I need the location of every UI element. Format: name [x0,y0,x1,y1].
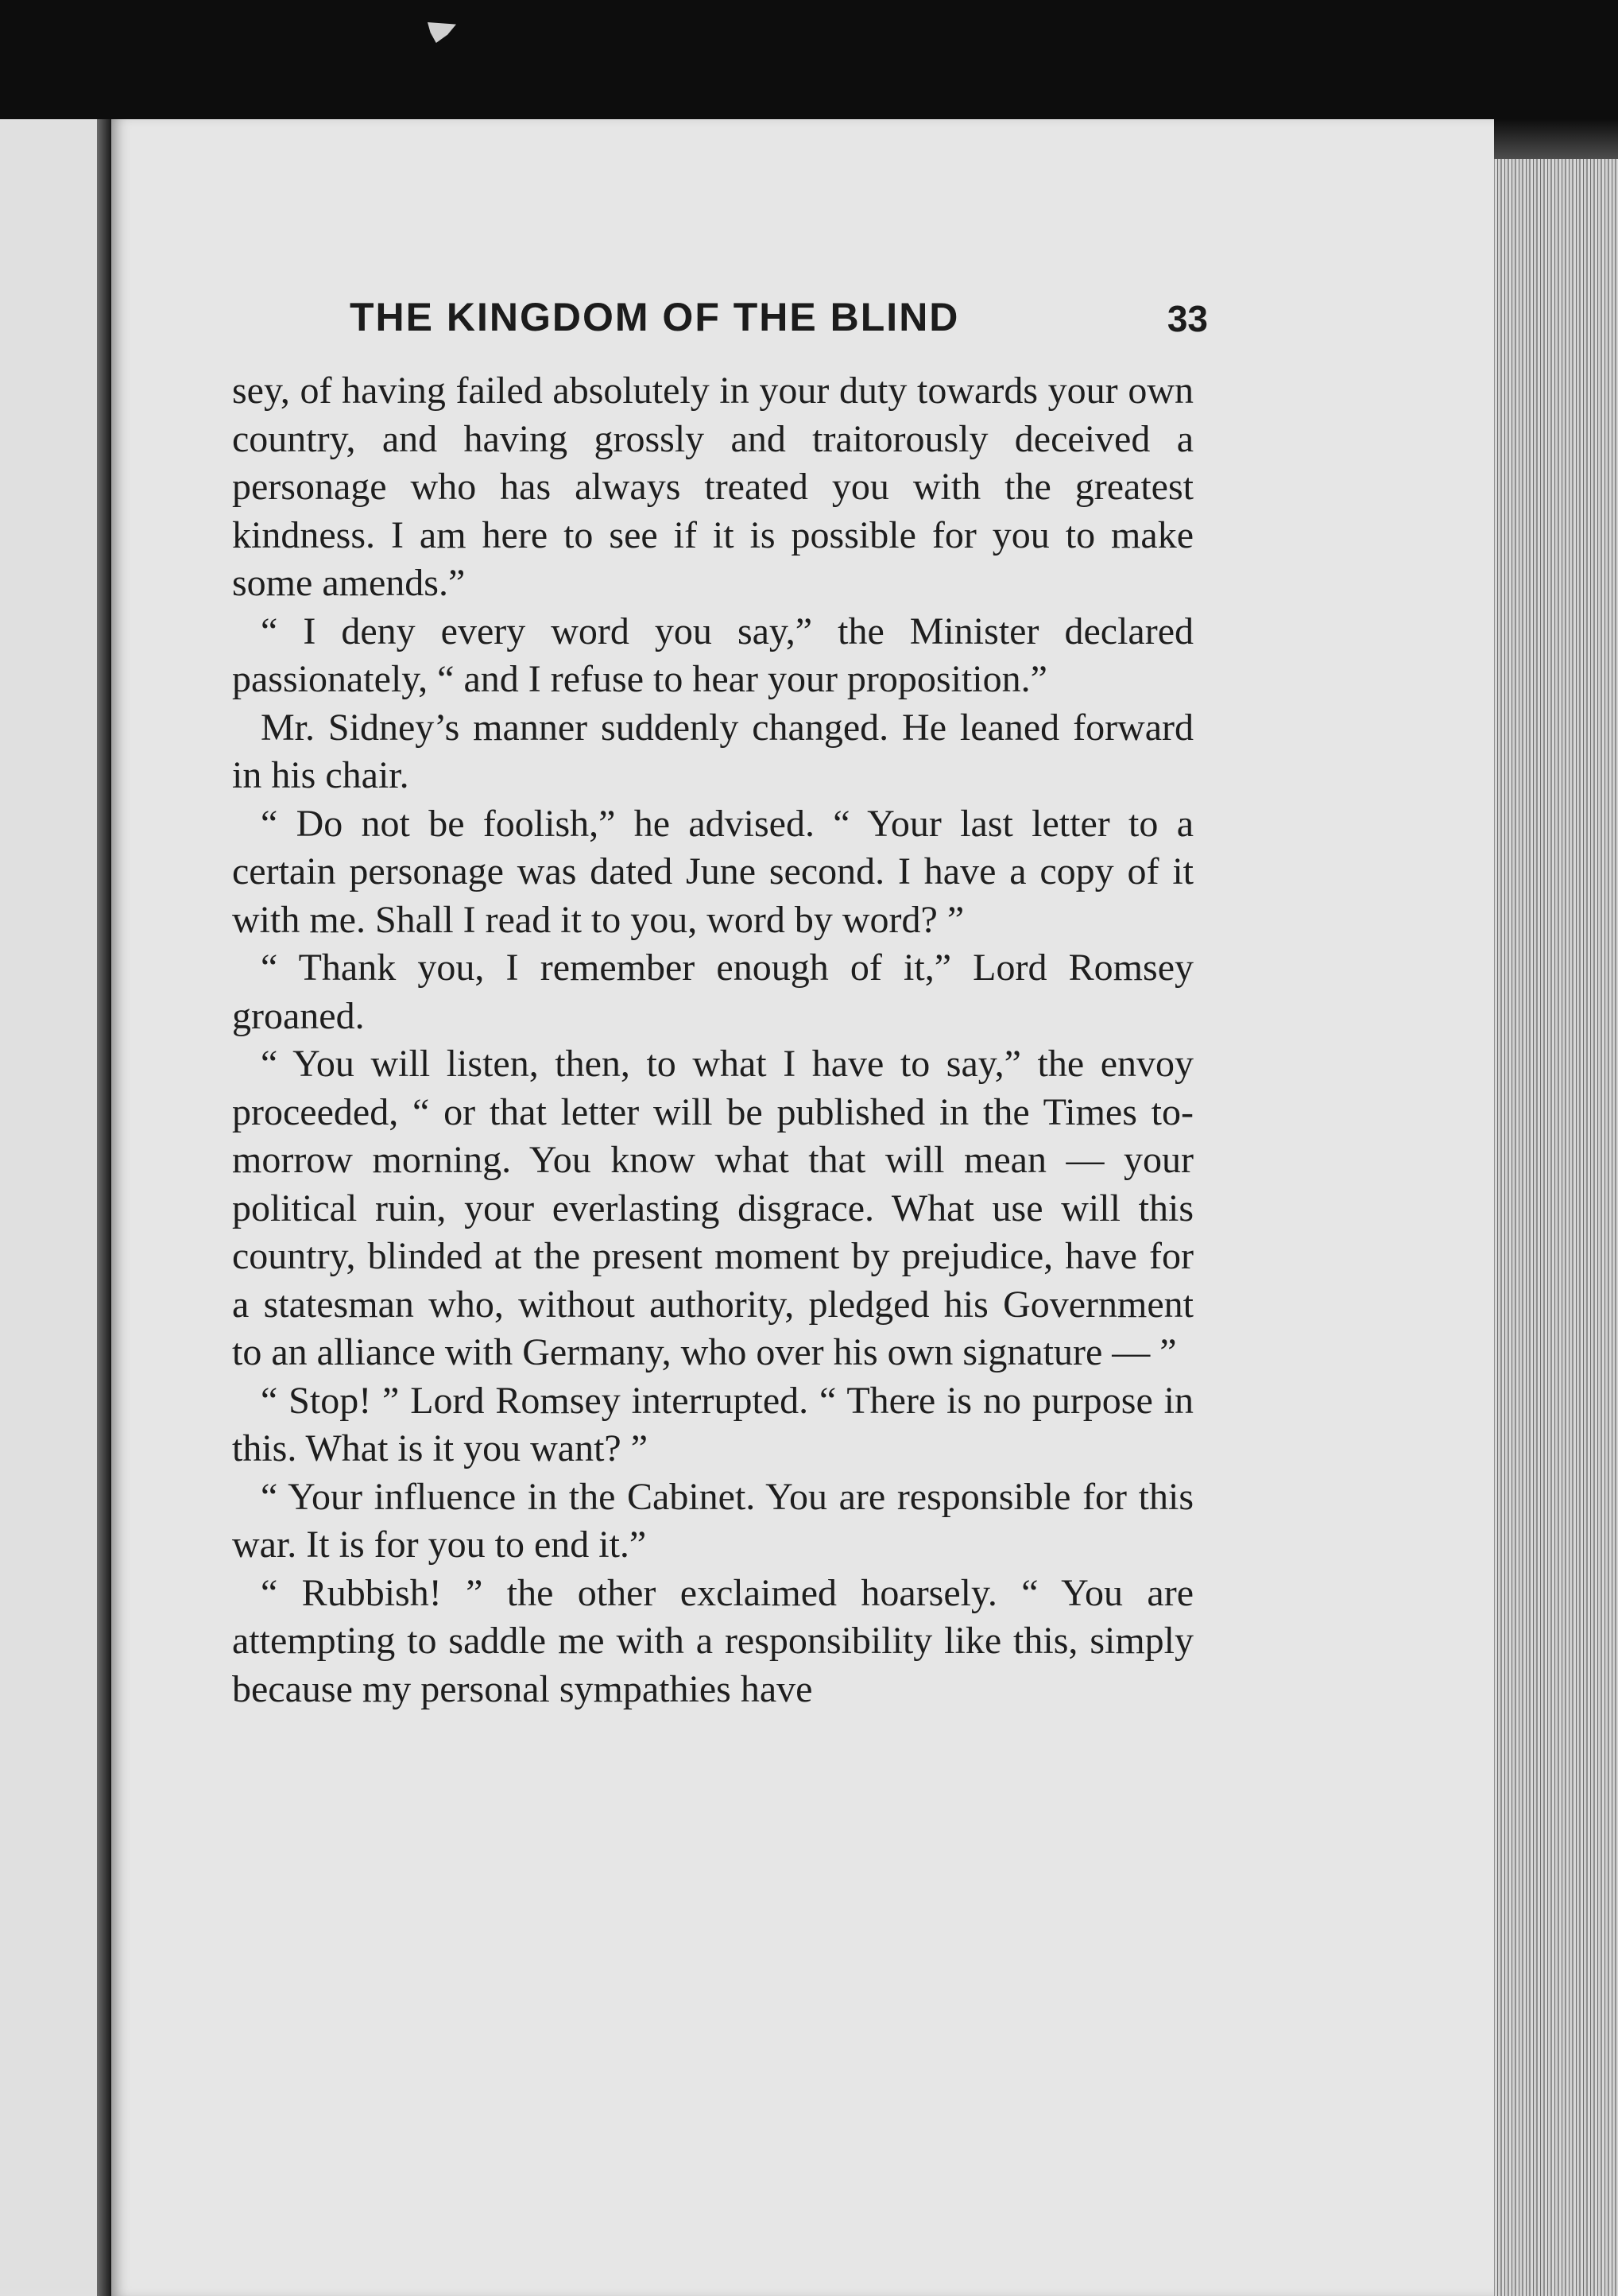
facing-page-edge [0,119,102,2296]
paragraph: sey, of having failed absolutely in your duty towards your own country, and having grossly and traitorously deceived a personage who has always treated you with the greatest kindness. I am here to see if it is possible for you to make some amends.” [232,370,1194,604]
paragraph: “ Rubbish! ” the other exclaimed hoarsely. “ You are attempting to saddle me with a responsibility like this, simply because my personal sympathies have [232,1571,1194,1710]
paragraph: Mr. Sidney’s manner suddenly changed. He leaned forward in his chair. [232,706,1194,796]
paragraph: “ Your influence in the Cabinet. You are responsible for this war. It is for you to end it.” [232,1475,1194,1566]
page-header [350,294,1208,350]
paragraph: “ I deny every word you say,” the Minister declared passionately, “ and I refuse to hear your proposition.” [232,610,1194,700]
scan-artifact [428,22,456,43]
paragraph: “ Thank you, I remember enough of it,” Lord Romsey groaned. [232,947,1194,1037]
running-title: THE KINGDOM OF THE BLIND [350,295,960,339]
gutter-shadow [97,119,111,2296]
paragraph: “ You will listen, then, to what I have to say,” the envoy proceeded, “ or that letter will be published in the Times to-morrow morning. You know what that will mean — your political ruin, your everlasting disgrace. What use will this country, blinded at the present moment by prejudice, have for a statesman who, without authority, pledged his Government to an alliance with Germany, who over his own signature — ” [232,1043,1194,1373]
paragraph: “ Do not be foolish,” he advised. “ Your last letter to a certain personage was dated June second. I have a copy of it with me. Shall I read it to you, word by word? ” [232,802,1194,941]
body-text [232,367,1194,1713]
page-number: 33 [1167,298,1208,339]
paragraph: “ Stop! ” Lord Romsey interrupted. “ There is no purpose in this. What is it you want? ” [232,1379,1194,1469]
